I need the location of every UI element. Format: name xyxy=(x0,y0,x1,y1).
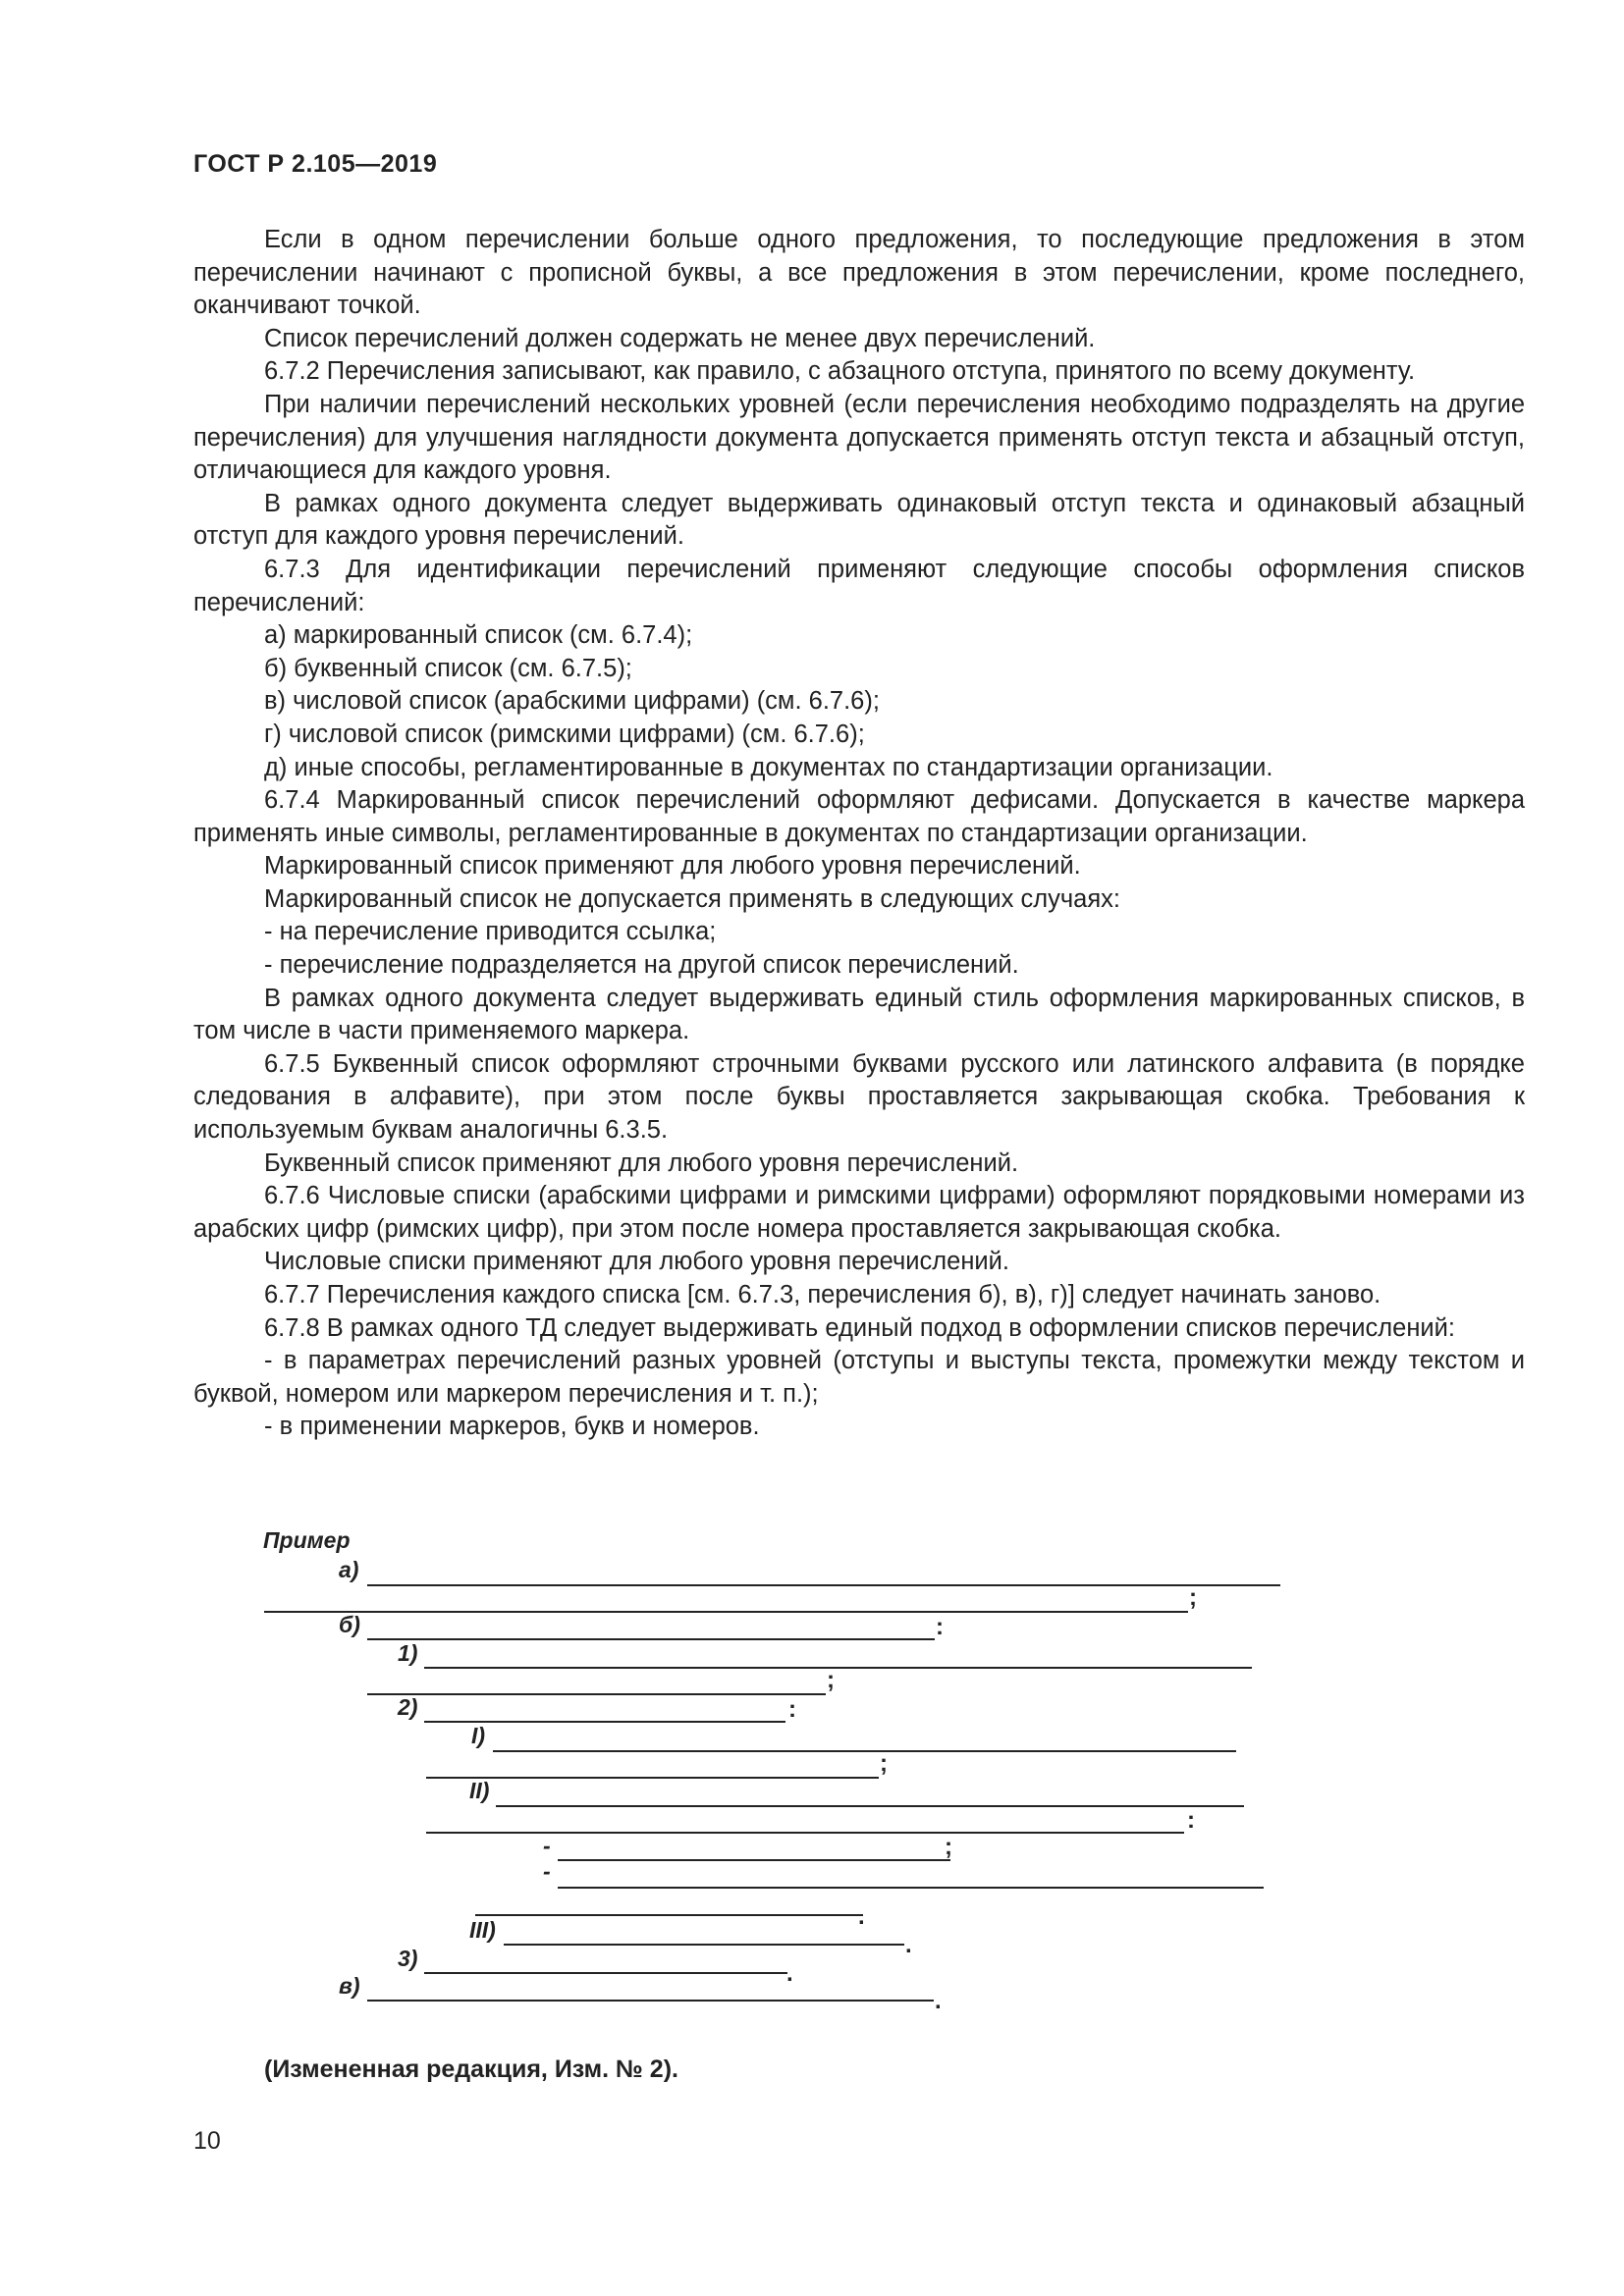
paragraph: Числовые списки применяют для любого уровня перечислений. xyxy=(264,1248,1009,1276)
list-item: - на перечисление приводится ссылка; xyxy=(264,918,717,946)
example-label: в) xyxy=(339,1973,360,1999)
blank-line xyxy=(367,2000,934,2002)
example-punct: : xyxy=(788,1696,796,1723)
paragraph: 6.7.8 В рамках одного ТД следует выдерживать единый подход в оформлении списков перечислений: xyxy=(264,1313,1455,1342)
list-item: д) иные способы, регламентированные в документах по стандартизации организации. xyxy=(264,753,1273,781)
example-punct: : xyxy=(1187,1807,1195,1834)
example-label: I) xyxy=(471,1723,486,1748)
blank-line xyxy=(493,1750,1236,1752)
blank-line xyxy=(367,1584,1280,1586)
paragraph: 6.7.5 Буквенный список оформляют строчными буквами русского или латинского алфавита (в порядке следования в алфавите), при этом после буквы проставляется закрывающая скобка. Требования к используемым буквам аналогичны 6.3.5. xyxy=(193,1049,1525,1145)
example-punct: . xyxy=(905,1932,912,1958)
paragraph: 6.7.2 Перечисления записывают, как правило, с абзацного отступа, принятого по всему документу. xyxy=(264,357,1416,386)
paragraph: В рамках одного документа следует выдерживать единый стиль оформления маркированных списков, в том числе в части применяемого маркера. xyxy=(193,984,1525,1045)
paragraph: 6.7.7 Перечисления каждого списка [см. 6.7.3, перечисления б), в), г)] следует начинать заново. xyxy=(264,1281,1381,1308)
blank-line xyxy=(424,1667,1252,1669)
blank-line xyxy=(367,1638,935,1640)
list-item: б) буквенный список (см. 6.7.5); xyxy=(264,654,632,682)
example-label: 2) xyxy=(398,1694,418,1720)
paragraph: В рамках одного документа следует выдерживать одинаковый отступ текста и одинаковый абзацный отступ для каждого уровня перечислений. xyxy=(193,489,1525,551)
example-marker: - xyxy=(543,1833,551,1858)
list-item: в) числовой список (арабскими цифрами) (см. 6.7.6); xyxy=(264,687,880,716)
example-label: 3) xyxy=(398,1946,418,1971)
example-title: Пример xyxy=(263,1527,351,1553)
page-number: 10 xyxy=(193,2127,221,2155)
blank-line xyxy=(558,1887,1264,1889)
list-item: а) маркированный список (см. 6.7.4); xyxy=(264,621,693,650)
example-label: 1) xyxy=(398,1640,418,1666)
example-punct: . xyxy=(786,1960,793,1987)
blank-line xyxy=(475,1914,863,1916)
paragraph: Маркированный список применяют для любого уровня перечислений. xyxy=(264,852,1081,881)
blank-line xyxy=(264,1611,1188,1613)
paragraph: 6.7.3 Для идентификации перечислений применяют следующие способы оформления списков перечислений: xyxy=(193,555,1525,616)
example-punct: ; xyxy=(945,1834,952,1860)
example-punct: : xyxy=(936,1614,944,1640)
example-punct: ; xyxy=(1189,1584,1197,1611)
paragraph: Маркированный список не допускается применять в следующих случаях: xyxy=(264,884,1120,913)
example-punct: ; xyxy=(880,1750,888,1777)
paragraph: Буквенный список применяют для любого уровня перечислений. xyxy=(264,1148,1019,1177)
example-label: III) xyxy=(469,1917,496,1943)
document-header: ГОСТ Р 2.105—2019 xyxy=(193,150,438,178)
example-label: II) xyxy=(469,1778,490,1803)
blank-line xyxy=(424,1721,785,1723)
example-label: б) xyxy=(339,1612,360,1637)
example-marker: - xyxy=(543,1858,551,1884)
blank-line xyxy=(426,1777,879,1779)
list-item: - в применении маркеров, букв и номеров. xyxy=(264,1413,760,1441)
body-text xyxy=(193,224,1525,1444)
blank-line xyxy=(424,1972,787,1974)
example-punct: . xyxy=(935,1988,942,2014)
blank-line xyxy=(496,1805,1244,1807)
paragraph: Список перечислений должен содержать не менее двух перечислений. xyxy=(264,324,1096,352)
paragraph: - в параметрах перечислений разных уровней (отступы и выступы текста, промежутки между текстом и буквой, номером или маркером перечисления и т. п.); xyxy=(193,1347,1525,1408)
example-label: а) xyxy=(339,1557,359,1582)
list-item: г) числовой список (римскими цифрами) (см. 6.7.6); xyxy=(264,720,865,748)
revision-note: (Измененная редакция, Изм. № 2). xyxy=(264,2056,678,2083)
list-item: - перечисление подразделяется на другой список перечислений. xyxy=(264,951,1019,980)
blank-line xyxy=(426,1832,1184,1834)
example-punct: ; xyxy=(827,1667,835,1693)
blank-line xyxy=(367,1693,826,1695)
paragraph: Если в одном перечислении больше одного предложения, то последующие предложения в этом перечислении начинают с прописной буквы, а все предложения в этом перечислении, кроме последнего, оканчивают точкой. xyxy=(193,226,1525,320)
paragraph: 6.7.4 Маркированный список перечислений оформляют дефисами. Допускается в качестве маркера применять иные символы, регламентированные в документах по стандартизации организации. xyxy=(193,786,1525,847)
example-punct: . xyxy=(858,1903,865,1930)
blank-line xyxy=(504,1944,904,1946)
blank-line xyxy=(558,1859,950,1861)
paragraph: 6.7.6 Числовые списки (арабскими цифрами и римскими цифрами) оформляют порядковыми номерами из арабских цифр (римских цифр), при этом после номера проставляется закрывающая скобка. xyxy=(193,1182,1525,1243)
paragraph: При наличии перечислений нескольких уровней (если перечисления необходимо подразделять на другие перечисления) для улучшения наглядности документа допускается применять отступ текста и абзацный отступ, отличающиеся для каждого уровня. xyxy=(193,390,1525,485)
